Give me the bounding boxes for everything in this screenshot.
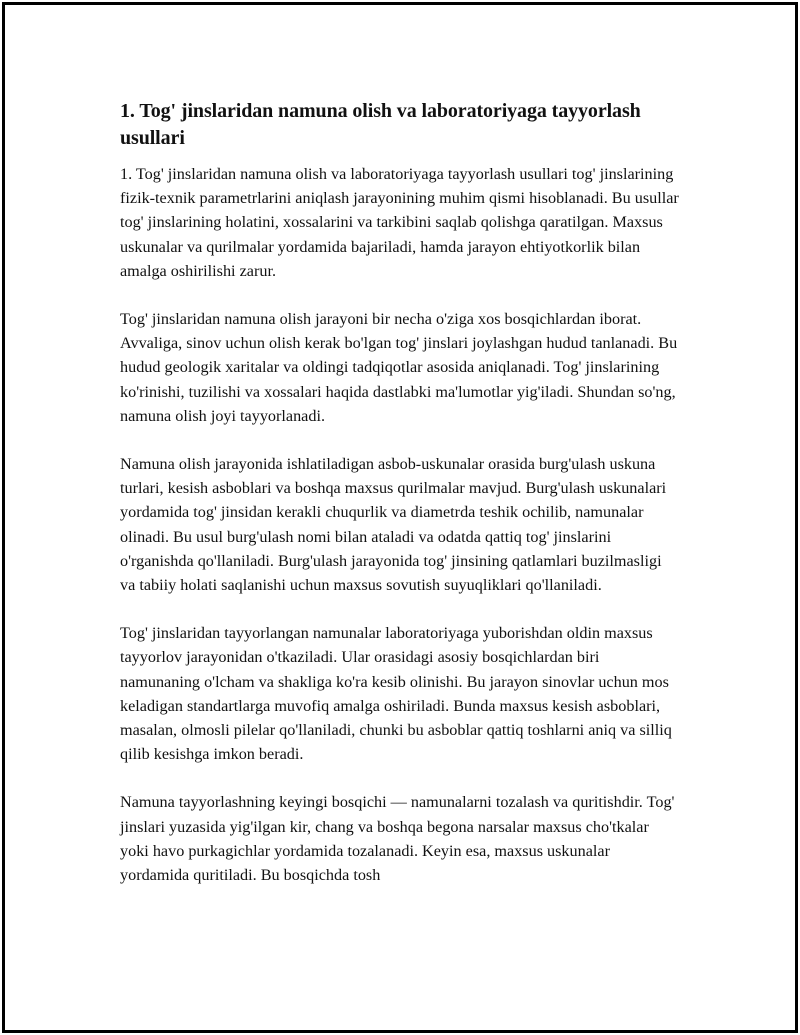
paragraph-3: Namuna olish jarayonida ishlatiladigan asbob-uskunalar orasida burg'ulash uskuna turlari, kesish asboblari va boshqa maxsus qurilmalar mavjud. Burg'ulash uskunalari yordamida tog' jinsidan kerakli chuqurlik va diametrda teshik ochilib, namunalar olinadi. Bu usul burg'ulash nomi bilan ataladi va odatda qattiq tog' jinslarini o'rganishda qo'llaniladi. Burg'ulash jarayonida tog' jinsining qatlamlari buzilmasligi va tabiiy holati saqlanishi uchun maxsus sovutish suyuqliklari qo'llaniladi.: [120, 455, 667, 595]
paragraph-2: Tog' jinslaridan namuna olish jarayoni bir necha o'ziga xos bosqichlardan iborat. Avvaliga, sinov uchun olish kerak bo'lgan tog' jinslari joylashgan hudud tanlanadi. Bu hudud geologik xaritalar va oldingi tadqiqotlar asosida aniqlanadi. Tog' jinslarining ko'rinishi, tuzilishi va xossalari haqida dastlabki ma'lumotlar yig'iladi. Shundan so'ng, namuna olish joyi tayyorlanadi.: [120, 310, 678, 425]
paragraph-5: Namuna tayyorlashning keyingi bosqichi — namunalarni tozalash va quritishdir. Tog' jinslari yuzasida yig'ilgan kir, chang va boshqa begona narsalar maxsus cho'tkalar yoki havo purkagichlar yordamida tozalanadi. Keyin esa, maxsus uskunalar yordamida quritiladi. Bu bosqichda tosh: [120, 793, 675, 885]
page-frame: [2, 2, 798, 1033]
paragraph-4: Tog' jinslaridan tayyorlangan namunalar laboratoriyaga yuborishdan oldin maxsus tayyorlov jarayonidan o'tkaziladi. Ular orasidagi asosiy bosqichlardan biri namunaning o'lcham va shakliga ko'ra kesib olinishi. Bu jarayon sinovlar uchun mos keladigan standartlarga muvofiq amalga oshiriladi. Bunda maxsus kesish asboblari, masalan, olmosli pilelar qo'llaniladi, chunki bu asboblar qattiq toshlarni aniq va silliq qilib kesishga imkon beradi.: [120, 624, 672, 764]
section-heading: 1. Tog' jinslaridan namuna olish va laboratoriyaga tayyorlash usullari: [120, 100, 641, 149]
paragraph-1: 1. Tog' jinslaridan namuna olish va laboratoriyaga tayyorlash usullari tog' jinslarining fizik-texnik parametrlarini aniqlash jarayonining muhim qismi hisoblanadi. Bu usullar tog' jinslarining holatini, xossalarini va tarkibini saqlab qolishga qaratilgan. Maxsus uskunalar va qurilmalar yordamida bajariladi, hamda jarayon ehtiyotkorlik bilan amalga oshirilishi zarur.: [120, 165, 679, 280]
document-body: [120, 98, 680, 911]
